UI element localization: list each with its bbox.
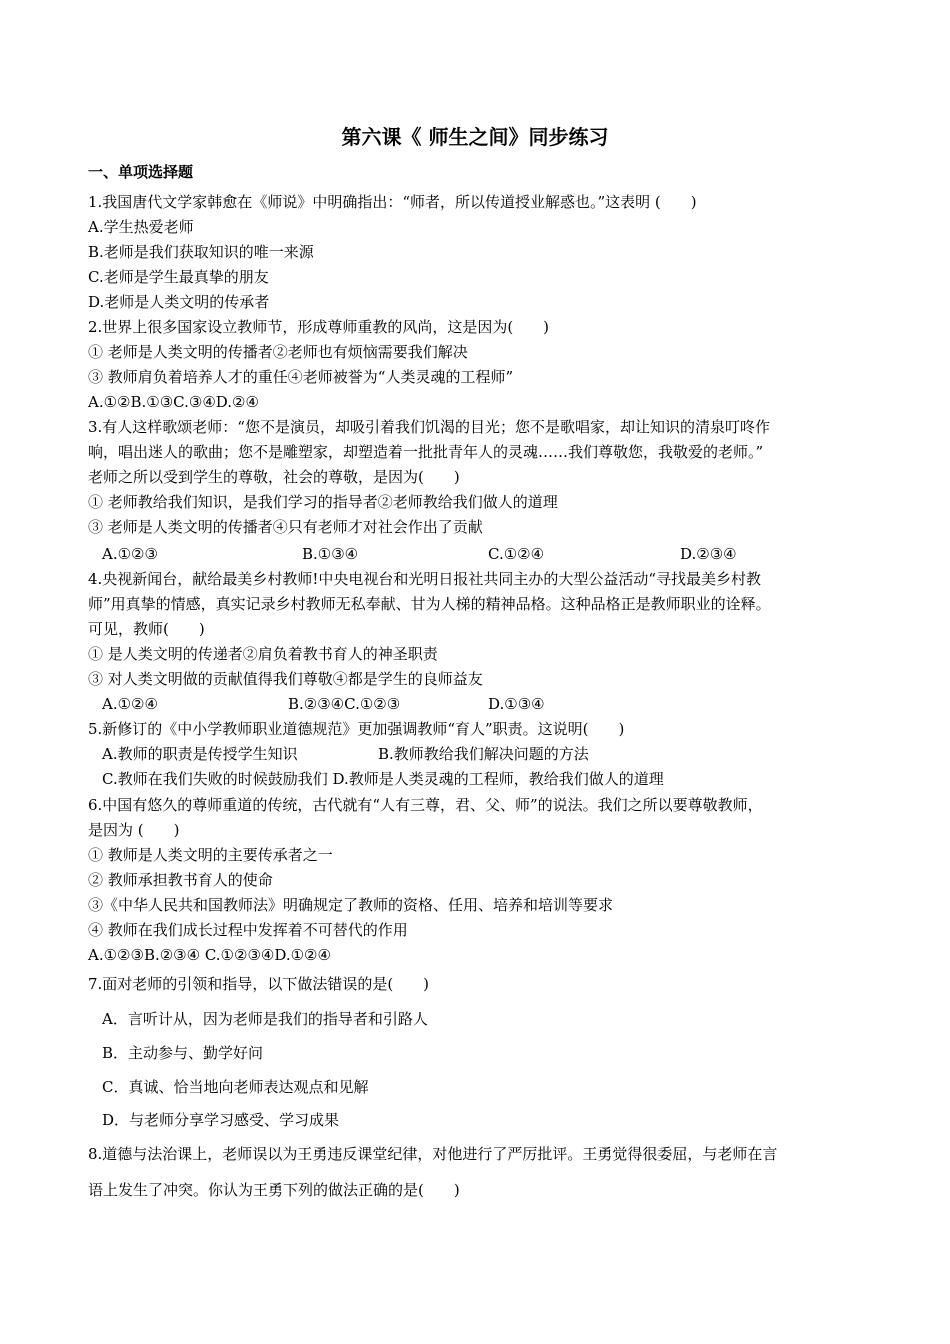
question-7-option-d: D．与老师分享学习感受、学习成果 <box>102 1111 340 1129</box>
question-6-statement-4: ④ 教师在我们成长过程中发挥着不可替代的作用 <box>88 921 408 939</box>
question-5-stem: 5.新修订的《中小学教师职业道德规范》更加强调教师“育人”职责。这说明( ) <box>88 720 625 738</box>
question-7-option-c: C．真诚、恰当地向老师表达观点和见解 <box>102 1078 369 1096</box>
question-2-statement-1: ① 老师是人类文明的传播者②老师也有烦恼需要我们解决 <box>88 343 468 361</box>
question-6-statement-3: ③《中华人民共和国教师法》明确规定了教师的资格、任用、培养和培训等要求 <box>88 896 614 914</box>
question-5-option-b: B.教师教给我们解决问题的方法 <box>378 745 589 763</box>
question-6-statement-1: ① 教师是人类文明的主要传承者之一 <box>88 846 333 864</box>
question-3-option-d: D.②③④ <box>680 545 737 563</box>
question-6-stem-line-2: 是因为 ( ) <box>88 821 180 839</box>
question-1-option-a: A.学生热爱老师 <box>88 218 194 236</box>
question-6-statement-2: ② 教师承担教书育人的使命 <box>88 871 273 889</box>
question-4-stem-line-1: 4.央视新闻台，献给最美乡村教师!中央电视台和光明日报社共同主办的大型公益活动“寻找最美乡村教 <box>88 570 762 588</box>
question-3-stem-line-2: 响，唱出迷人的歌曲；您不是雕塑家，却塑造着一批批青年人的灵魂……我们尊敬您，我敬爱的老师。” <box>88 443 764 461</box>
question-6-stem-line-1: 6.中国有悠久的尊师重道的传统，古代就有“人有三尊，君、父、师”的说法。我们之所以要尊敬教师， <box>88 796 763 814</box>
question-3-option-b: B.①③④ <box>302 545 359 563</box>
question-8-stem-line-2: 语上发生了冲突。你认为王勇下列的做法正确的是( ) <box>88 1181 460 1199</box>
question-3-option-a: A.①②③ <box>102 545 158 563</box>
question-4-statement-2: ③ 对人类文明做的贡献值得我们尊敬④都是学生的良师益友 <box>88 670 483 688</box>
question-1-option-b: B.老师是我们获取知识的唯一来源 <box>88 243 314 261</box>
question-4-option-d: D.①③④ <box>488 695 545 713</box>
question-4-stem-line-2: 师”用真挚的情感，真实记录乡村教师无私奉献、甘为人梯的精神品格。这种品格正是教师职业的诠释。 <box>88 595 771 613</box>
question-1-option-c: C.老师是学生最真挚的朋友 <box>88 268 269 286</box>
question-1-option-d: D.老师是人类文明的传承者 <box>88 293 270 311</box>
question-3-statement-1: ① 老师教给我们知识，是我们学习的指导者②老师教给我们做人的道理 <box>88 493 558 511</box>
question-2-options: A.①②B.①③C.③④D.②④ <box>88 393 259 411</box>
question-3-statement-2: ③ 老师是人类文明的传播者④只有老师才对社会作出了贡献 <box>88 518 483 536</box>
question-6-options: A.①②③B.②③④ C.①②③④D.①②④ <box>88 946 331 964</box>
question-8-stem-line-1: 8.道德与法治课上，老师误以为王勇违反课堂纪律，对他进行了严厉批评。王勇觉得很委屈，与老师在言 <box>88 1145 778 1163</box>
question-1-stem: 1.我国唐代文学家韩愈在《师说》中明确指出：“师者，所以传道授业解惑也。”这表明 ( ) <box>88 193 697 211</box>
question-7-option-b: B．主动参与、勤学好问 <box>102 1044 264 1062</box>
page-title: 第六课《 师生之间》同步练习 <box>341 125 609 149</box>
question-2-stem: 2.世界上很多国家设立教师节，形成尊师重教的风尚，这是因为( ) <box>88 318 550 336</box>
question-4-option-a: A.①②④ <box>102 695 158 713</box>
question-7-stem: 7.面对老师的引领和指导，以下做法错误的是( ) <box>88 975 430 993</box>
question-3-stem-line-3: 老师之所以受到学生的尊敬，社会的尊敬，是因为( ) <box>88 468 460 486</box>
question-2-statement-2: ③ 教师肩负着培养人才的重任④老师被誉为“人类灵魂的工程师” <box>88 368 514 386</box>
question-4-statement-1: ① 是人类文明的传递者②肩负着教书育人的神圣职责 <box>88 645 438 663</box>
question-3-option-c: C.①②④ <box>488 545 545 563</box>
question-5-option-a: A.教师的职责是传授学生知识 <box>102 745 298 763</box>
question-4-stem-line-3: 可见，教师( ) <box>88 620 205 638</box>
question-7-option-a: A．言听计从，因为老师是我们的指导者和引路人 <box>102 1010 428 1028</box>
section-heading: 一、单项选择题 <box>88 163 194 181</box>
question-3-stem-line-1: 3.有人这样歌颂老师：“您不是演员，却吸引着我们饥渴的目光；您不是歌唱家，却让知识的清泉叮咚作 <box>88 418 770 436</box>
question-4-option-bc: B.②③④C.①②③ <box>288 695 401 713</box>
question-5-option-cd: C.教师在我们失败的时候鼓励我们 D.教师是人类灵魂的工程师，教给我们做人的道理 <box>102 770 664 788</box>
